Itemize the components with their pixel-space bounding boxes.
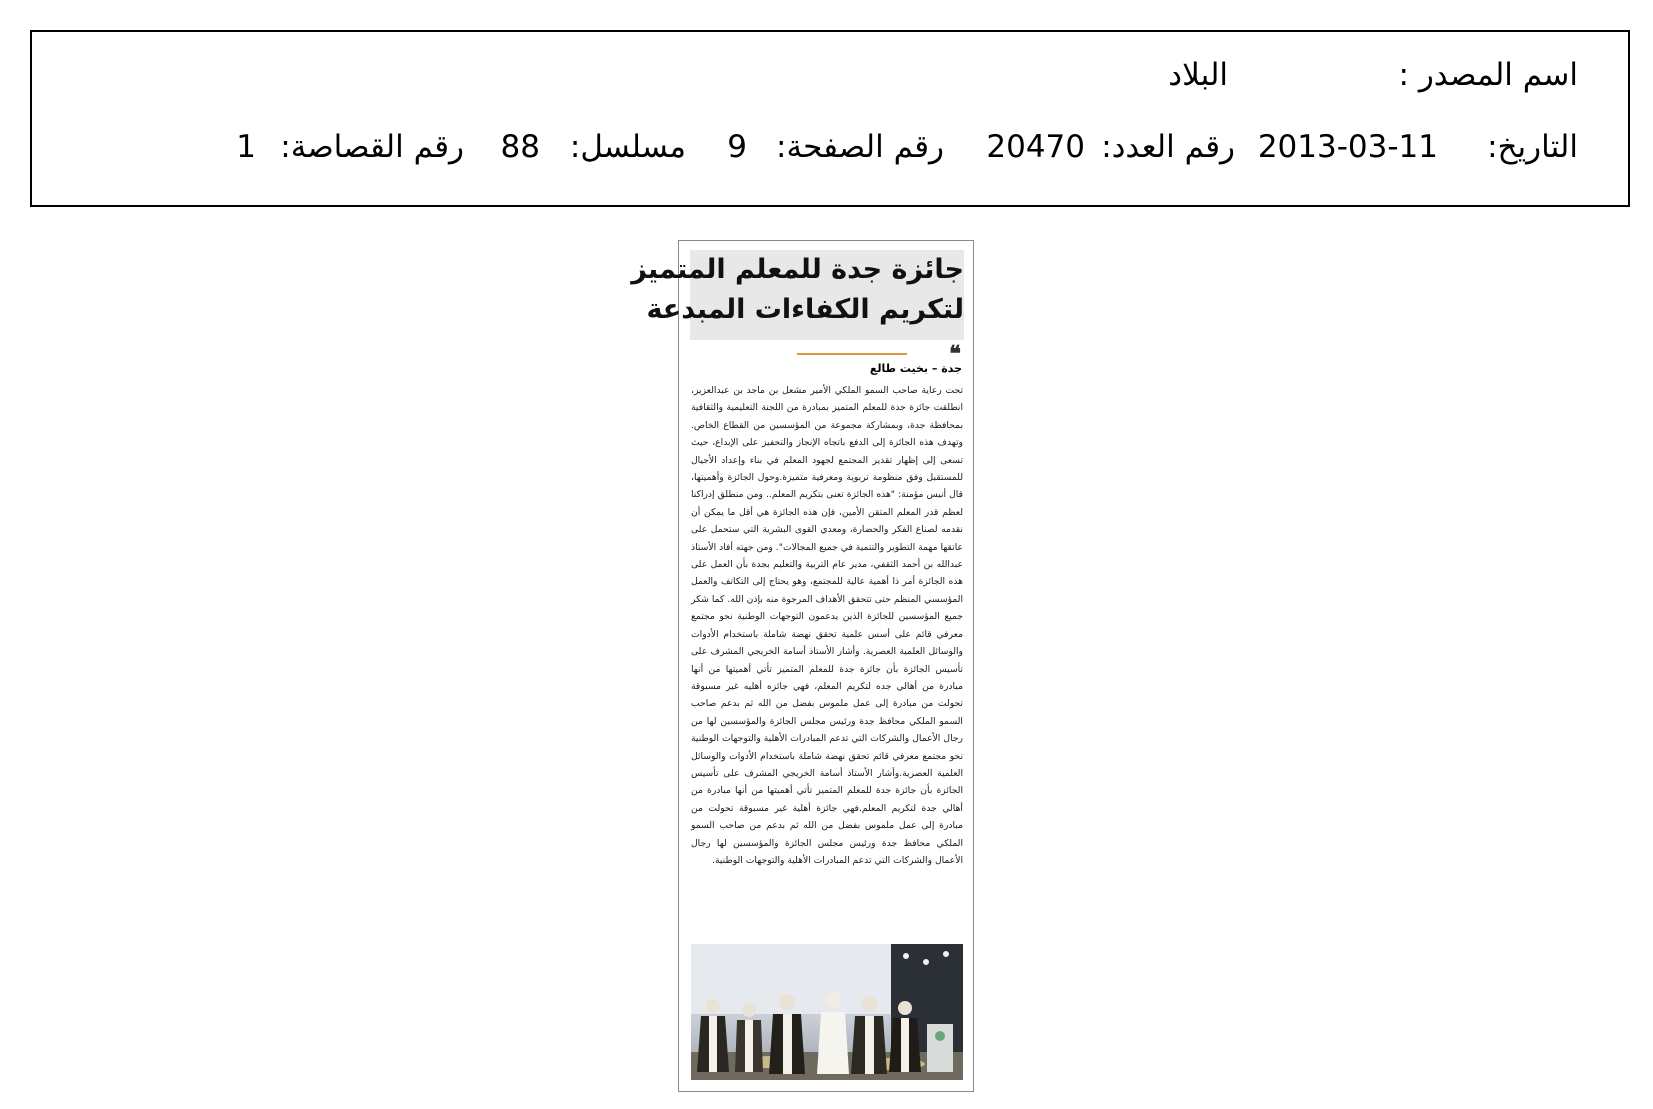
- date-label: التاريخ:: [1487, 129, 1578, 165]
- serial-value: 88: [500, 129, 540, 165]
- byline: جدة – بخيت طالع: [869, 362, 962, 375]
- date-value: 2013-03-11: [1257, 129, 1438, 165]
- issue-value: 20470: [986, 129, 1085, 165]
- page-value: 9: [727, 129, 747, 165]
- newspaper-clipping: [631, 240, 974, 1092]
- headline-line-2: لتكريم الكفاءات المبدعة: [646, 294, 964, 325]
- clip-value: 1: [236, 129, 256, 165]
- serial-label: مسلسل:: [569, 129, 686, 165]
- headline-line-1: جائزة جدة للمعلم المتميز: [631, 254, 964, 285]
- source-label: اسم المصدر :: [1398, 57, 1578, 93]
- clip-label: رقم القصاصة:: [280, 129, 464, 165]
- clipping-header: [30, 30, 1630, 207]
- page-label: رقم الصفحة:: [776, 129, 944, 165]
- issue-label: رقم العدد:: [1101, 129, 1235, 165]
- quote-icon: ❝: [949, 341, 961, 367]
- ceremony-photo-illustration: [691, 944, 963, 1080]
- headline-box: [631, 250, 964, 340]
- article-photo: [691, 944, 963, 1080]
- orange-divider: [797, 353, 907, 355]
- article-body: تحت رعاية صاحب السمو الملكي الأمير مشعل بن ماجد بن عبدالعزيز، انطلقت جائزة جدة للمعلم المتميز بمبادرة من اللجنة التعليمية والثقافية بمحافظة جدة، وبمشاركة مجموعة من المؤسسين من القطاع الخاص. وتهدف هذه الجائزة إلى الدفع باتجاه الإنجاز والتحفيز على الإبداع، حيث تسعى إلى إظهار تقدير المجتمع لجهود المعلم في بناء وإعداد الأجيال للمستقبل وفق منظومة تربوية ومعرفية متميزة.وحول الجائزة وأهميتها، قال أنيس مؤمنة: "هذه الجائزة تعنى بتكريم المعلم.. ومن منطلق إدراكنا لعظم قدر المعلم المتقن الأمين، فإن هذه الجائزة هي أقل ما يمكن أن نقدمه لصناع الفكر والحضارة، ومعدي القوى البشرية التي ستحمل على عاتقها مهمة التطوير والتنمية في جميع المجالات". ومن جهته أفاد الأستاذ عبدالله بن أحمد الثقفي، مدير عام التربية والتعليم بجدة بأن العمل على هذه الجائزة أمر ذا أهمية عالية للمجتمع، وهو يحتاج إلى التكاتف والعمل المؤسسي المنظم حتى تتحقق الأهداف المرجوة منه بإذن الله. كما شكر جميع المؤسسين للجائزة الذين يدعمون التوجهات الوطنية نحو مجتمع معرفي قائم على أسس علمية تحقق نهضة شاملة باستخدام الأدوات والوسائل العلمية العصرية. وأشار الأستاذ أسامة الخريجي المشرف على تأسيس الجائزة بأن جائزة جدة للمعلم المتميز تأتي أهميتها من أنها مبادرة من أهالي جده لتكريم المعلم، فهي جائزه أهليه غير مسبوقة تحولت من مبادرة إلى عمل ملموس بفضل من الله ثم بدعم صاحب السمو الملكي محافظ جدة ورئيس مجلس الجائزة والمؤسسين لها من رجال الأعمال والشركات التي تدعم المبادرات الأهلية والتوجهات الوطنية نحو مجتمع معرفي قائم تحقق نهضة شاملة باستخدام الأدوات والوسائل العلمية العصرية.وأشار الأستاذ أسامة الخريجي المشرف على تأسيس الجائزة بأن جائزة جدة للمعلم المتميز تأتي أهميتها من أنها مبادرة من أهالي جدة لتكريم المعلم.فهي جائزة أهلية غير مسبوقة تحولت من مبادرة إلى عمل ملموس بفضل من الله ثم بدعم من صاحب السمو الملكي محافظ جدة ورئيس مجلس الجائزة والمؤسسين لها رجال الأعمال والشركات التي تدعم المبادرات الأهلية والتوجهات الوطنية.: [691, 385, 963, 866]
- source-value: البلاد: [1168, 57, 1228, 93]
